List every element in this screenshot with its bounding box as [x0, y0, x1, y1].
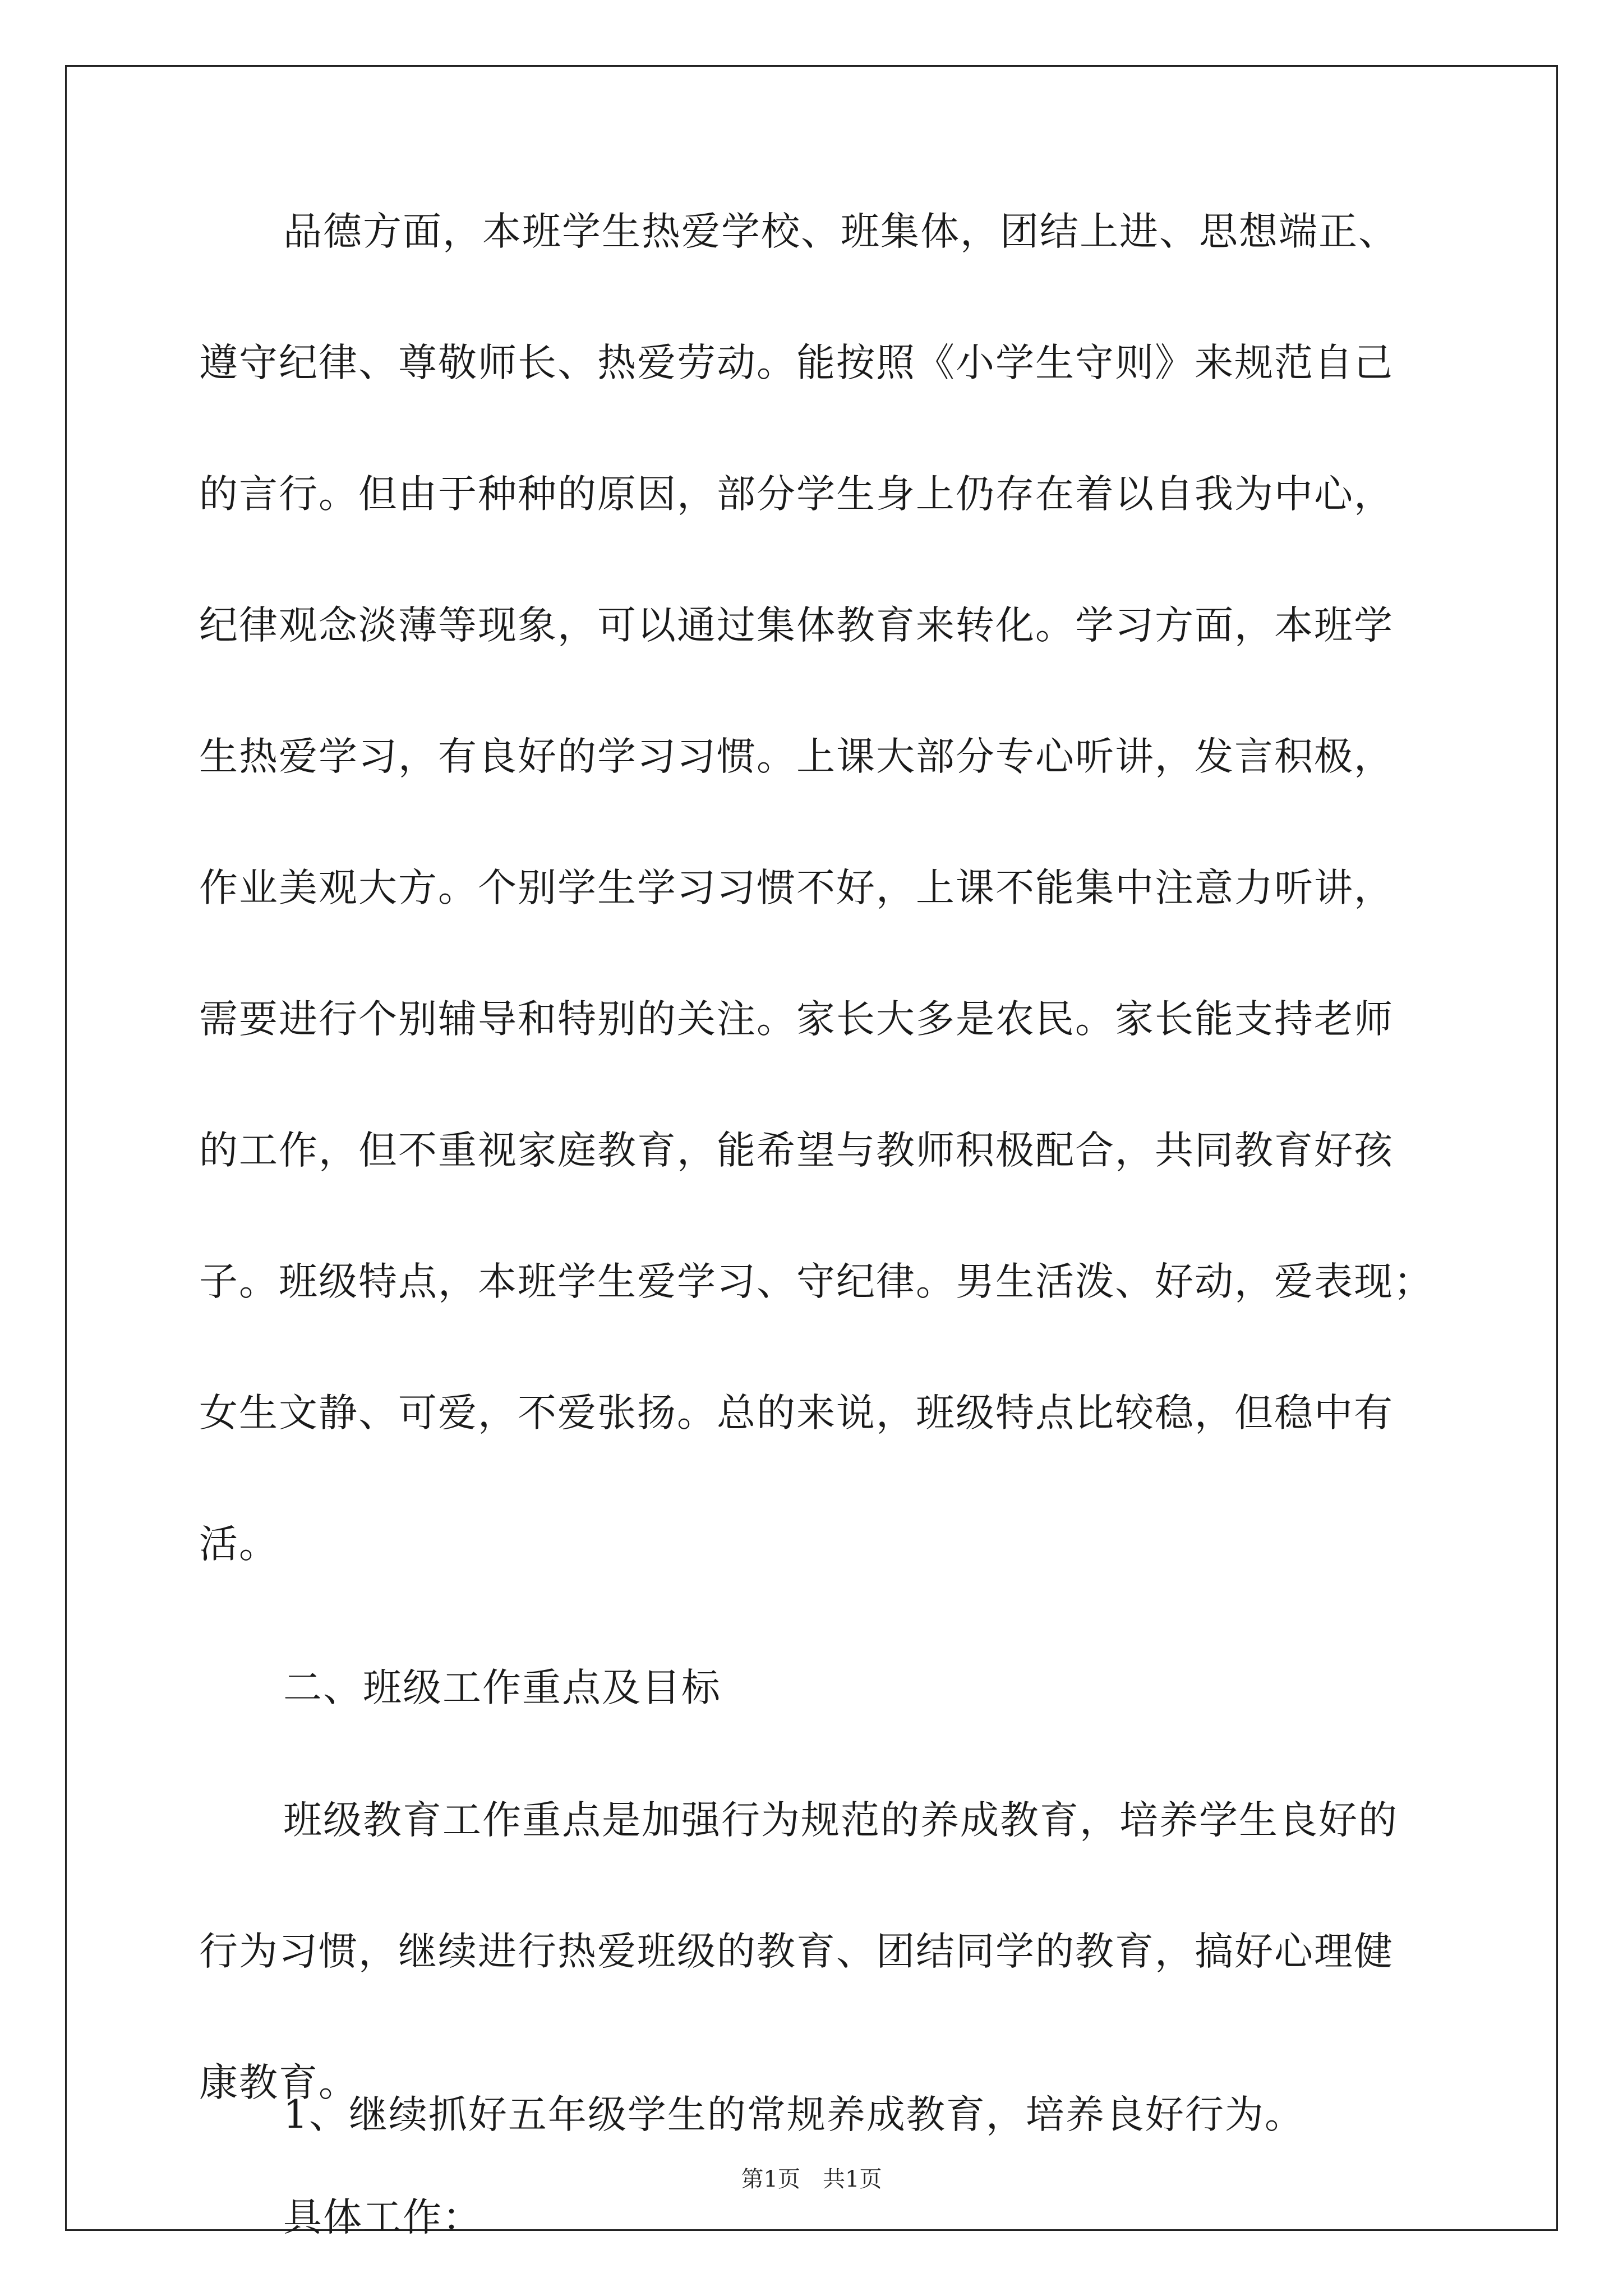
- text-line: 品德方面，本班学生热爱学校、班集体，团结上进、思想端正、: [283, 209, 1398, 254]
- text-line: 遵守纪律、尊敬师长、热爱劳动。能按照《小学生守则》来规范自己: [199, 341, 1394, 385]
- text-line: 生热爱学习，有良好的学习习惯。上课大部分专心听讲，发言积极，: [199, 734, 1394, 779]
- section-heading: [199, 1622, 1430, 1754]
- work-item-1-text: 1、继续抓好五年级学生的常规养成教育，培养良好行为。: [283, 2092, 1304, 2137]
- text-line: 康教育。: [199, 2060, 358, 2105]
- text-line: 纪律观念淡薄等现象，可以通过集体教育来转化。学习方面，本班学: [199, 603, 1394, 648]
- text-line: 需要进行个别辅导和特别的关注。家长大多是农民。家长能支持老师: [199, 997, 1394, 1042]
- text-line: 的工作，但不重视家庭教育，能希望与教师积极配合，共同教育好孩: [199, 1128, 1394, 1173]
- text-line: 女生文静、可爱，不爱张扬。总的来说，班级特点比较稳，但稳中有: [199, 1391, 1394, 1435]
- text-line: 行为习惯，继续进行热爱班级的教育、团结同学的教育，搞好心理健: [199, 1929, 1394, 1974]
- specific-work-text: 具体工作：: [283, 2195, 482, 2240]
- text-line: 班级教育工作重点是加强行为规范的养成教育，培养学生良好的: [283, 1798, 1398, 1843]
- text-line: 子。班级特点，本班学生爱学习、守纪律。男生活泼、好动，爱表现；: [199, 1259, 1433, 1304]
- section-heading-text: 二、班级工作重点及目标: [283, 1665, 721, 1710]
- work-item-1: [199, 2049, 1430, 2180]
- text-line: 的言行。但由于种种的原因，部分学生身上仍存在着以自我为中心，: [199, 472, 1394, 517]
- text-line: 活。: [199, 1522, 279, 1567]
- text-line: 作业美观大方。个别学生学习习惯不好，上课不能集中注意力听讲，: [199, 866, 1394, 910]
- paragraph-class-situation: [199, 166, 1433, 1610]
- page-number-indicator: 第1页 共1页: [741, 2166, 882, 2192]
